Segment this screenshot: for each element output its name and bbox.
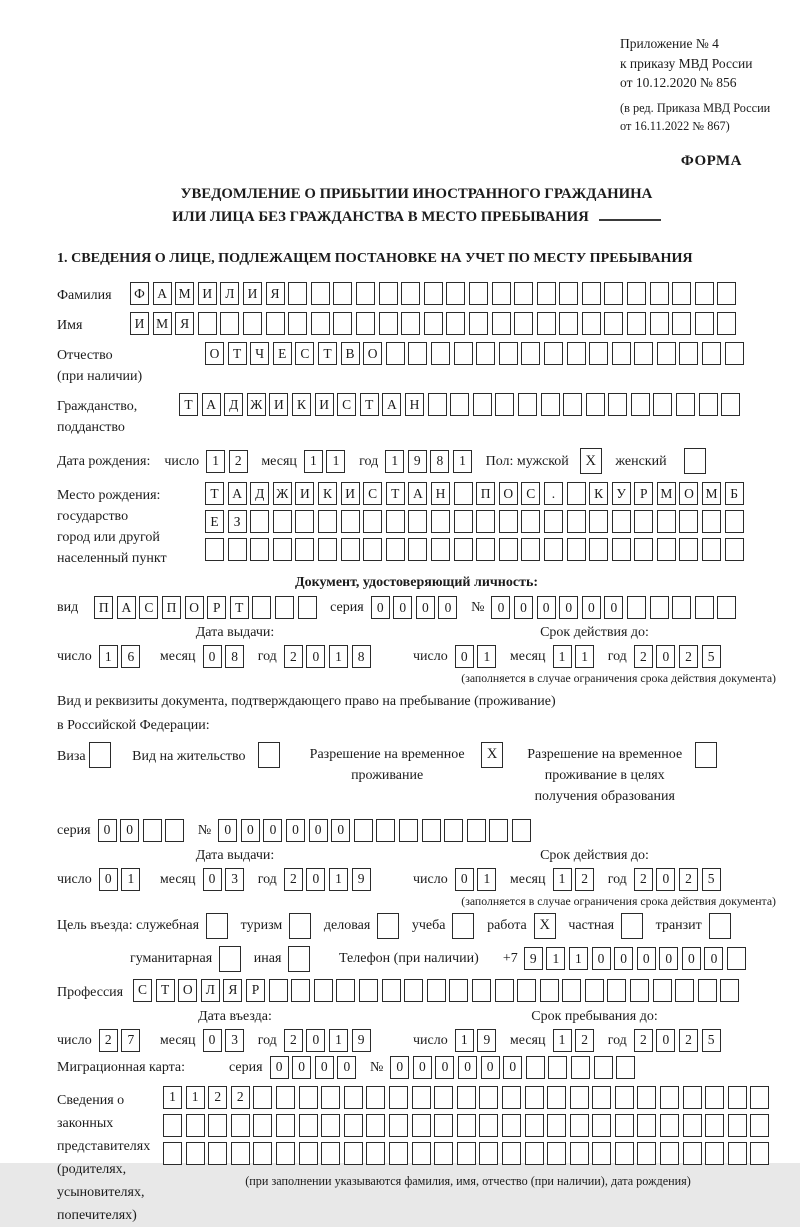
profession-cells: С Т О Л Я Р (133, 979, 743, 1002)
day-label: число (413, 1032, 448, 1048)
firstname-label: Имя (57, 318, 83, 334)
rvp-edu-option (521, 742, 721, 807)
day-label: число (413, 649, 448, 665)
purpose-official-label: Цель въезда: служебная (57, 918, 200, 934)
firstname-cells: И М Я (130, 312, 740, 335)
representatives-cells-row2 (163, 1114, 773, 1137)
firstname-row (57, 312, 776, 336)
purpose-transit-checkbox (709, 913, 735, 939)
month-label: месяц (509, 649, 546, 665)
purpose-study-checkbox (452, 913, 478, 939)
edition-line: от 16.11.2022 № 867) (620, 118, 730, 133)
phone-label: Телефон (при наличии) (339, 951, 479, 967)
document-reference-block (620, 34, 776, 135)
year-label: год (257, 1032, 277, 1048)
phone-cells: 9 1 1 0 0 0 0 0 0 (524, 947, 750, 970)
entry-date-heading: Дата въезда: (198, 1008, 272, 1024)
valid2-note: (заполняется в случае ограничения срока действия документа) (461, 893, 776, 908)
gender-female-label: женский (615, 453, 667, 469)
surname-row (57, 282, 776, 306)
month-label: месяц (159, 649, 196, 665)
number-label: № (369, 1059, 384, 1075)
purpose-tourism-label: туризм (240, 918, 283, 934)
iddoc-dates-block (57, 625, 776, 686)
reference-line: от 10.12.2020 № 856 (620, 75, 737, 91)
birthdate-row (57, 448, 776, 474)
day-label: число (57, 649, 92, 665)
valid-until-heading: Срок действия до: (540, 625, 649, 641)
form-title-line2: ИЛИ ЛИЦА БЕЗ ГРАЖДАНСТВА В МЕСТО ПРЕБЫВАНИЯ (57, 206, 776, 229)
section1-heading: 1. СВЕДЕНИЯ О ЛИЦЕ, ПОДЛЕЖАЩЕМ ПОСТАНОВКЕ НА УЧЕТ ПО МЕСТУ ПРЕБЫВАНИЯ (57, 250, 693, 267)
surname-label: Фамилия (57, 288, 112, 304)
month-label: месяц (159, 871, 196, 887)
purpose-official-checkbox (206, 913, 232, 939)
reference-line: к приказу МВД России (620, 55, 753, 71)
residence-label: Вид на жительство (132, 748, 246, 764)
issue-date-heading: Дата выдачи: (195, 847, 275, 863)
form-title (57, 183, 776, 229)
purpose-other-label: иная (253, 951, 282, 967)
iddoc-type-cells: П А С П О Р Т (94, 596, 320, 619)
reference-line: Приложение № 4 (620, 36, 719, 51)
purpose-business-checkbox (377, 913, 403, 939)
entry-day-cells: 2 7 (99, 1029, 144, 1052)
series-label: серия (229, 1059, 263, 1075)
number-label: № (197, 822, 212, 838)
stay-day-cells: 1 9 (455, 1029, 500, 1052)
series-label: серия (57, 822, 91, 838)
iddoc-row (57, 596, 776, 619)
issue-date-heading: Дата выдачи: (195, 625, 275, 641)
birthplace-cells-row3 (205, 538, 747, 561)
purpose-private-label: частная (568, 918, 615, 934)
valid2-year-cells: 2 0 2 5 (634, 868, 724, 891)
day-label: число (413, 871, 448, 887)
entry-year-cells: 2 0 1 9 (284, 1029, 374, 1052)
entry-month-cells: 0 3 (203, 1029, 248, 1052)
issue2-day-cells: 0 1 (99, 868, 144, 891)
permit-series-cells: 0 0 (98, 819, 188, 842)
iddoc-series-cells: 0 0 0 0 (371, 596, 461, 619)
birthdate-month-cells: 1 1 (304, 450, 349, 473)
entry-dates-block (57, 1009, 776, 1052)
purpose-business-label: деловая (323, 918, 371, 934)
phone-prefix: +7 (502, 951, 518, 967)
birthplace-label: Место рождения: государство город или другой населенный пункт (57, 488, 167, 567)
representatives-row (57, 1086, 776, 1227)
month-label: месяц (261, 453, 297, 469)
purpose-tourism-checkbox (289, 913, 315, 939)
migcard-number-cells: 0 0 0 0 0 0 (390, 1056, 639, 1079)
purpose-work-label: работа (487, 918, 527, 934)
gender-female-checkbox (684, 448, 710, 474)
valid2-month-cells: 1 2 (553, 868, 598, 891)
representatives-cells-row3 (163, 1142, 773, 1165)
year-label: год (607, 649, 627, 665)
patronymic-row (57, 342, 776, 387)
issue1-day-cells: 1 6 (99, 645, 144, 668)
iddoc-type-label: вид (57, 600, 79, 616)
purpose-humanitarian-label: гуманитарная (130, 951, 213, 967)
day-label: число (57, 1032, 92, 1048)
issue2-year-cells: 2 0 1 9 (284, 868, 374, 891)
day-label: число (164, 453, 200, 469)
migration-card-label: Миграционная карта: (57, 1059, 186, 1075)
purpose-row2 (130, 946, 776, 972)
residence-option (132, 742, 283, 768)
representatives-label: Сведения о законных представителях (родителях, усыновителях, попечителях) (57, 1092, 151, 1224)
issue2-month-cells: 0 3 (203, 868, 248, 891)
gender-male-label: Пол: мужской (485, 453, 569, 469)
stay-year-cells: 2 0 2 5 (634, 1029, 724, 1052)
profession-label: Профессия (57, 984, 124, 1000)
visa-checkbox (89, 742, 115, 768)
purpose-humanitarian-checkbox (219, 946, 245, 972)
title-underline-blank (599, 206, 661, 221)
visa-label: Виза (57, 748, 86, 764)
series-label: серия (330, 600, 364, 616)
month-label: месяц (509, 871, 546, 887)
year-label: год (607, 1032, 627, 1048)
rvp-option (301, 742, 507, 786)
form-label: ФОРМА (680, 153, 742, 170)
valid1-month-cells: 1 1 (553, 645, 598, 668)
valid2-day-cells: 0 1 (455, 868, 500, 891)
permit-number-cells: 0 0 0 0 0 0 (218, 819, 534, 842)
profession-row (57, 979, 776, 1003)
rvp-checkbox: X (481, 742, 507, 768)
birthdate-label: Дата рождения: (57, 453, 151, 469)
migration-card-row (57, 1056, 776, 1079)
issue1-month-cells: 0 8 (203, 645, 248, 668)
valid1-year-cells: 2 0 2 5 (634, 645, 724, 668)
purpose-other-checkbox (288, 946, 314, 972)
stay-until-heading: Срок пребывания до: (531, 1008, 658, 1024)
birthdate-day-cells: 1 2 (206, 450, 251, 473)
iddoc-heading: Документ, удостоверяющий личность: (294, 575, 539, 591)
permit-intro: Вид и реквизиты документа, подтверждающего право на пребывание (проживание) в Российской Федерации: (57, 694, 556, 733)
day-label: число (57, 871, 92, 887)
birthplace-cells-row2: Е З (205, 510, 747, 533)
permit-series-row (57, 819, 776, 842)
year-label: год (359, 453, 379, 469)
patronymic-label: Отчество (при наличии) (57, 348, 143, 385)
purpose-study-label: учеба (411, 918, 446, 934)
year-label: год (257, 649, 277, 665)
rvp-edu-checkbox (695, 742, 721, 768)
birthplace-cells-row1: Т А Д Ж И К И С Т А Н П О С . К У Р М О М Б (205, 482, 747, 505)
year-label: год (607, 871, 627, 887)
valid-until-heading: Срок действия до: (540, 847, 649, 863)
purpose-work-checkbox: X (534, 913, 560, 939)
permit-type-row (57, 742, 776, 807)
purpose-row1 (57, 913, 776, 939)
citizenship-cells: Т А Д Ж И К И С Т А Н (179, 393, 744, 416)
rvp-edu-label: Разрешение на временное проживание в целях получения образования (527, 746, 683, 804)
valid1-note: (заполняется в случае ограничения срока действия документа) (461, 671, 776, 686)
month-label: месяц (159, 1032, 196, 1048)
birthplace-row (57, 482, 776, 569)
number-label: № (471, 600, 485, 616)
stay-month-cells: 1 2 (553, 1029, 598, 1052)
representatives-note: (при заполнении указываются фамилия, имя, отчество (при наличии), дата рождения) (245, 1173, 691, 1188)
month-label: месяц (509, 1032, 546, 1048)
form-title-line1: УВЕДОМЛЕНИЕ О ПРИБЫТИИ ИНОСТРАННОГО ГРАЖДАНИНА (180, 186, 653, 203)
representatives-cells-row1: 1 1 2 2 (163, 1086, 773, 1109)
migcard-series-cells: 0 0 0 0 (270, 1056, 360, 1079)
citizenship-label: Гражданство, подданство (57, 399, 138, 436)
year-label: год (257, 871, 277, 887)
issue1-year-cells: 2 0 1 8 (284, 645, 374, 668)
gender-male-checkbox: X (580, 448, 606, 474)
surname-cells: Ф А М И Л И Я (130, 282, 740, 305)
edition-line: (в ред. Приказа МВД России (620, 100, 771, 115)
patronymic-cells: О Т Ч Е С Т В О (205, 342, 747, 365)
birthdate-year-cells: 1 9 8 1 (385, 450, 475, 473)
residence-checkbox (258, 742, 284, 768)
valid1-day-cells: 0 1 (455, 645, 500, 668)
permit-dates-block (57, 848, 776, 909)
purpose-private-checkbox (621, 913, 647, 939)
purpose-transit-label: транзит (655, 918, 702, 934)
citizenship-row (57, 393, 776, 438)
rvp-label: Разрешение на временное проживание (309, 746, 465, 783)
iddoc-number-cells: 0 0 0 0 0 0 (491, 596, 740, 619)
visa-option (57, 742, 114, 768)
